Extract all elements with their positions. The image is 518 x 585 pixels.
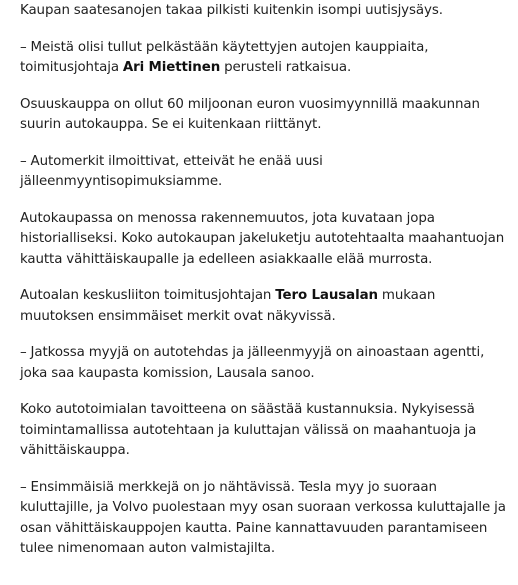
paragraph [20, 286, 508, 327]
paragraph [20, 95, 508, 136]
paragraph-text: Koko autotoimialan tavoitteena on säästää kustannuksia. Nykyisessä toimintamallissa autotehtaan ja kuluttajan välissä on maahantuoja ja vähittäiskauppa. [20, 402, 477, 458]
person-name: Ari Miettinen [122, 60, 221, 75]
paragraph-text: perusteli ratkaisua. [220, 60, 352, 75]
paragraph-text: – Meistä olisi tullut pelkästään käytettyjen autojen kauppiaita, toimitusjohtaja [20, 39, 429, 75]
paragraph-text: – Ensimmäisiä merkkejä on jo nähtävissä. Tesla myy jo suoraan kuluttajille, ja Volvo puolestaan myy osan suoraan verkossa kuluttajalle ja osan vähittäiskauppojen kautta. Paine kannattavuuden parantamiseen tulee nimenomaan auton valmistajilta. [20, 479, 506, 556]
paragraph-text: Autokaupassa on menossa rakennemuutos, jota kuvataan jopa historialliseksi. Koko autokaupan jakeluketju autotehtaalta maahantuojan kautta vähittäiskaupalle ja edelleen asiakkaalle elää murrosta. [20, 210, 505, 267]
paragraph [20, 343, 508, 384]
paragraph [20, 209, 508, 271]
paragraph-text: Kaupan saatesanojen takaa pilkisti kuitenkin isompi uutisjysäys. [20, 3, 443, 18]
paragraph [20, 478, 508, 560]
paragraph [20, 152, 508, 193]
paragraph-text: Osuuskauppa on ollut 60 miljoonan euron vuosimyynnillä maakunnan suurin autokauppa. Se ei kuitenkaan riittänyt. [20, 96, 480, 132]
paragraph-text: Autoalan keskusliiton toimitusjohtajan [20, 288, 276, 303]
paragraph [20, 400, 508, 462]
paragraph [20, 1, 508, 22]
paragraph-text: mukaan muutoksen ensimmäiset merkit ovat näkyvissä. [20, 288, 436, 324]
article-body [0, 1, 518, 560]
paragraph [20, 38, 508, 79]
paragraph-text: – Jatkossa myyjä on autotehdas ja jälleenmyyjä on ainoastaan agentti, joka saa kaupasta komission, Lausala sanoo. [20, 345, 485, 381]
paragraph-text: – Automerkit ilmoittivat, etteivät he enää uusi jälleenmyyntisopimuksiamme. [20, 153, 323, 189]
person-name: Tero Lausalan [275, 288, 378, 303]
